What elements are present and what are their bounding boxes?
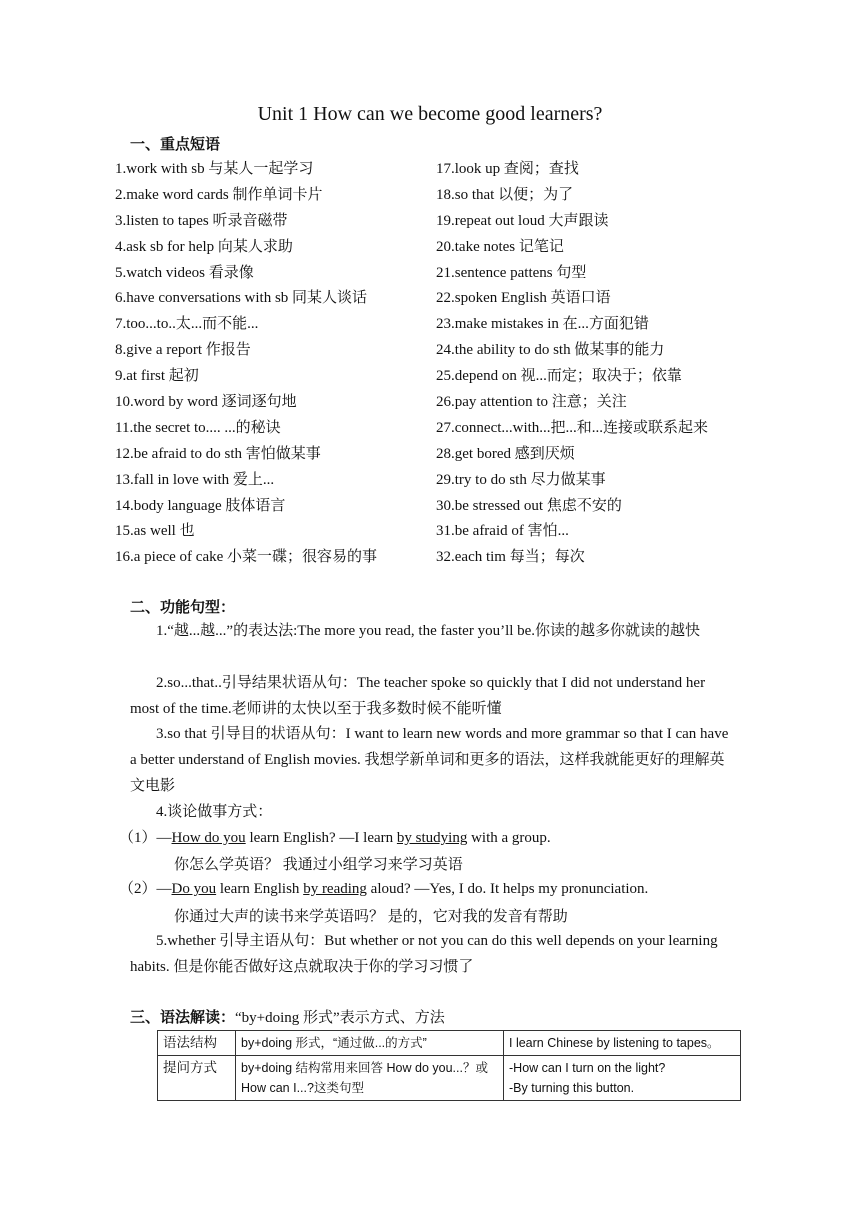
phrase-item: 3.listen to tapes 听录音磁带 bbox=[115, 212, 288, 229]
q2-underline-a: Do you bbox=[171, 881, 217, 897]
phrase-item: 20.take notes 记笔记 bbox=[436, 238, 564, 255]
phrase-item: 11.the secret to.... ...的秘诀 bbox=[115, 419, 281, 436]
table-cell: I learn Chinese by listening to tapes。 bbox=[504, 1031, 741, 1056]
phrase-item: 29.try to do sth 尽力做某事 bbox=[436, 471, 606, 488]
phrase-item: 30.be stressed out 焦虑不安的 bbox=[436, 497, 622, 514]
phrase-item: 6.have conversations with sb 同某人谈话 bbox=[115, 290, 368, 307]
q1-end: with a group. bbox=[467, 830, 551, 846]
example-question: -How can I turn on the light? bbox=[509, 1061, 666, 1075]
phrase-item: 15.as well 也 bbox=[115, 523, 195, 540]
phrase-item: 12.be afraid to do sth 害怕做某事 bbox=[115, 445, 321, 462]
q1-mid: learn English? —I learn bbox=[245, 830, 397, 846]
section3-heading bbox=[130, 1006, 445, 1027]
phrase-item: 31.be afraid of 害怕... bbox=[436, 523, 569, 540]
page-title: Unit 1 How can we become good learners? bbox=[257, 103, 603, 125]
table-row bbox=[158, 1031, 741, 1056]
phrase-item: 21.sentence pattens 句型 bbox=[436, 264, 587, 281]
section3-heading-rest: “by+doing 形式”表示方式、方法 bbox=[235, 1010, 445, 1026]
table-cell: 提问方式 bbox=[158, 1056, 236, 1101]
question-1 bbox=[119, 826, 759, 852]
section2-heading: 二、功能句型： bbox=[130, 600, 236, 616]
q2-end: aloud? —Yes, I do. It helps my pronunciation. bbox=[366, 881, 649, 897]
phrase-item: 22.spoken English 英语口语 bbox=[436, 290, 611, 307]
section1-heading: 一、重点短语 bbox=[130, 137, 221, 153]
table-cell bbox=[504, 1056, 741, 1101]
phrase-item: 23.make mistakes in 在...方面犯错 bbox=[436, 316, 649, 333]
phrase-item: 17.look up 查阅；查找 bbox=[436, 161, 579, 177]
table-cell: by+doing 形式，“通过做...的方式” bbox=[236, 1031, 504, 1056]
phrase-item: 24.the ability to do sth 做某事的能力 bbox=[436, 342, 665, 359]
question-2-translation: 你通过大声的读书来学英语吗？ 是的，它对我的发音有帮助 bbox=[174, 909, 568, 925]
phrase-item: 5.watch videos 看录像 bbox=[115, 264, 254, 281]
phrase-list bbox=[115, 157, 755, 571]
grammar-table bbox=[157, 1030, 741, 1101]
table-cell: by+doing 结构常用来回答 How do you...？或 How can I...?这类句型 bbox=[236, 1056, 504, 1101]
q2-underline-b: by reading bbox=[303, 881, 367, 897]
table-cell: 语法结构 bbox=[158, 1031, 236, 1056]
phrase-item: 25.depend on 视...而定；取决于；依靠 bbox=[436, 368, 682, 385]
phrase-item: 4.ask sb for help 向某人求助 bbox=[115, 238, 293, 255]
q2-prefix: （2）— bbox=[119, 881, 172, 897]
phrase-item: 18.so that 以便；为了 bbox=[436, 186, 574, 203]
phrase-item: 1.work with sb 与某人一起学习 bbox=[115, 161, 314, 177]
q1-underline-a: How do you bbox=[171, 830, 246, 846]
sentence-2: 2.so...that..引导结果状语从句：The teacher spoke so quickly that I did not understand her most of the time.老师讲的太快以至于我多数时候不能听懂 bbox=[130, 675, 706, 717]
table-row bbox=[158, 1056, 741, 1101]
phrase-item: 13.fall in love with 爱上... bbox=[115, 471, 275, 488]
phrase-item: 16.a piece of cake 小菜一碟；很容易的事 bbox=[115, 549, 378, 566]
section3-heading-bold: 三、语法解读： bbox=[130, 1010, 236, 1026]
sentence-4: 4.谈论做事方式： bbox=[156, 804, 273, 820]
question-1-translation: 你怎么学英语？ 我通过小组学习来学习英语 bbox=[174, 857, 463, 873]
sentence-1: 1.“越...越...”的表达法:The more you read, the faster you’ll be.你读的越多你就读的越快 bbox=[156, 623, 701, 639]
phrase-item: 14.body language 肢体语言 bbox=[115, 497, 286, 514]
q1-prefix: （1）— bbox=[119, 830, 172, 846]
q1-underline-b: by studying bbox=[396, 830, 468, 846]
sentence-3: 3.so that 引导目的状语从句：I want to learn new words and more grammar so that I can have a better understand of English movies. 我想学新单词和更多的语法，这样我就能更好的理解英文电影 bbox=[130, 726, 729, 794]
phrase-item: 2.make word cards 制作单词卡片 bbox=[115, 186, 323, 203]
phrase-item: 28.get bored 感到厌烦 bbox=[436, 445, 575, 462]
phrase-item: 32.each tim 每当；每次 bbox=[436, 549, 585, 566]
phrase-item: 27.connect...with...把...和...连接或联系起来 bbox=[436, 419, 709, 436]
question-2 bbox=[119, 877, 759, 903]
phrase-item: 9.at first 起初 bbox=[115, 368, 199, 385]
phrase-item: 19.repeat out loud 大声跟读 bbox=[436, 212, 609, 229]
sentence-5: 5.whether 引导主语从句：But whether or not you can do this well depends on your learning habits. 但是你能否做好这点就取决于你的学习习惯了 bbox=[130, 933, 718, 975]
phrase-item: 7.too...to..太...而不能... bbox=[115, 316, 259, 333]
phrase-item: 8.give a report 作报告 bbox=[115, 342, 251, 359]
example-answer: -By turning this button. bbox=[509, 1081, 635, 1095]
phrase-item: 26.pay attention to 注意；关注 bbox=[436, 394, 627, 411]
phrase-item: 10.word by word 逐词逐句地 bbox=[115, 394, 297, 411]
q2-mid: learn English bbox=[216, 881, 304, 897]
